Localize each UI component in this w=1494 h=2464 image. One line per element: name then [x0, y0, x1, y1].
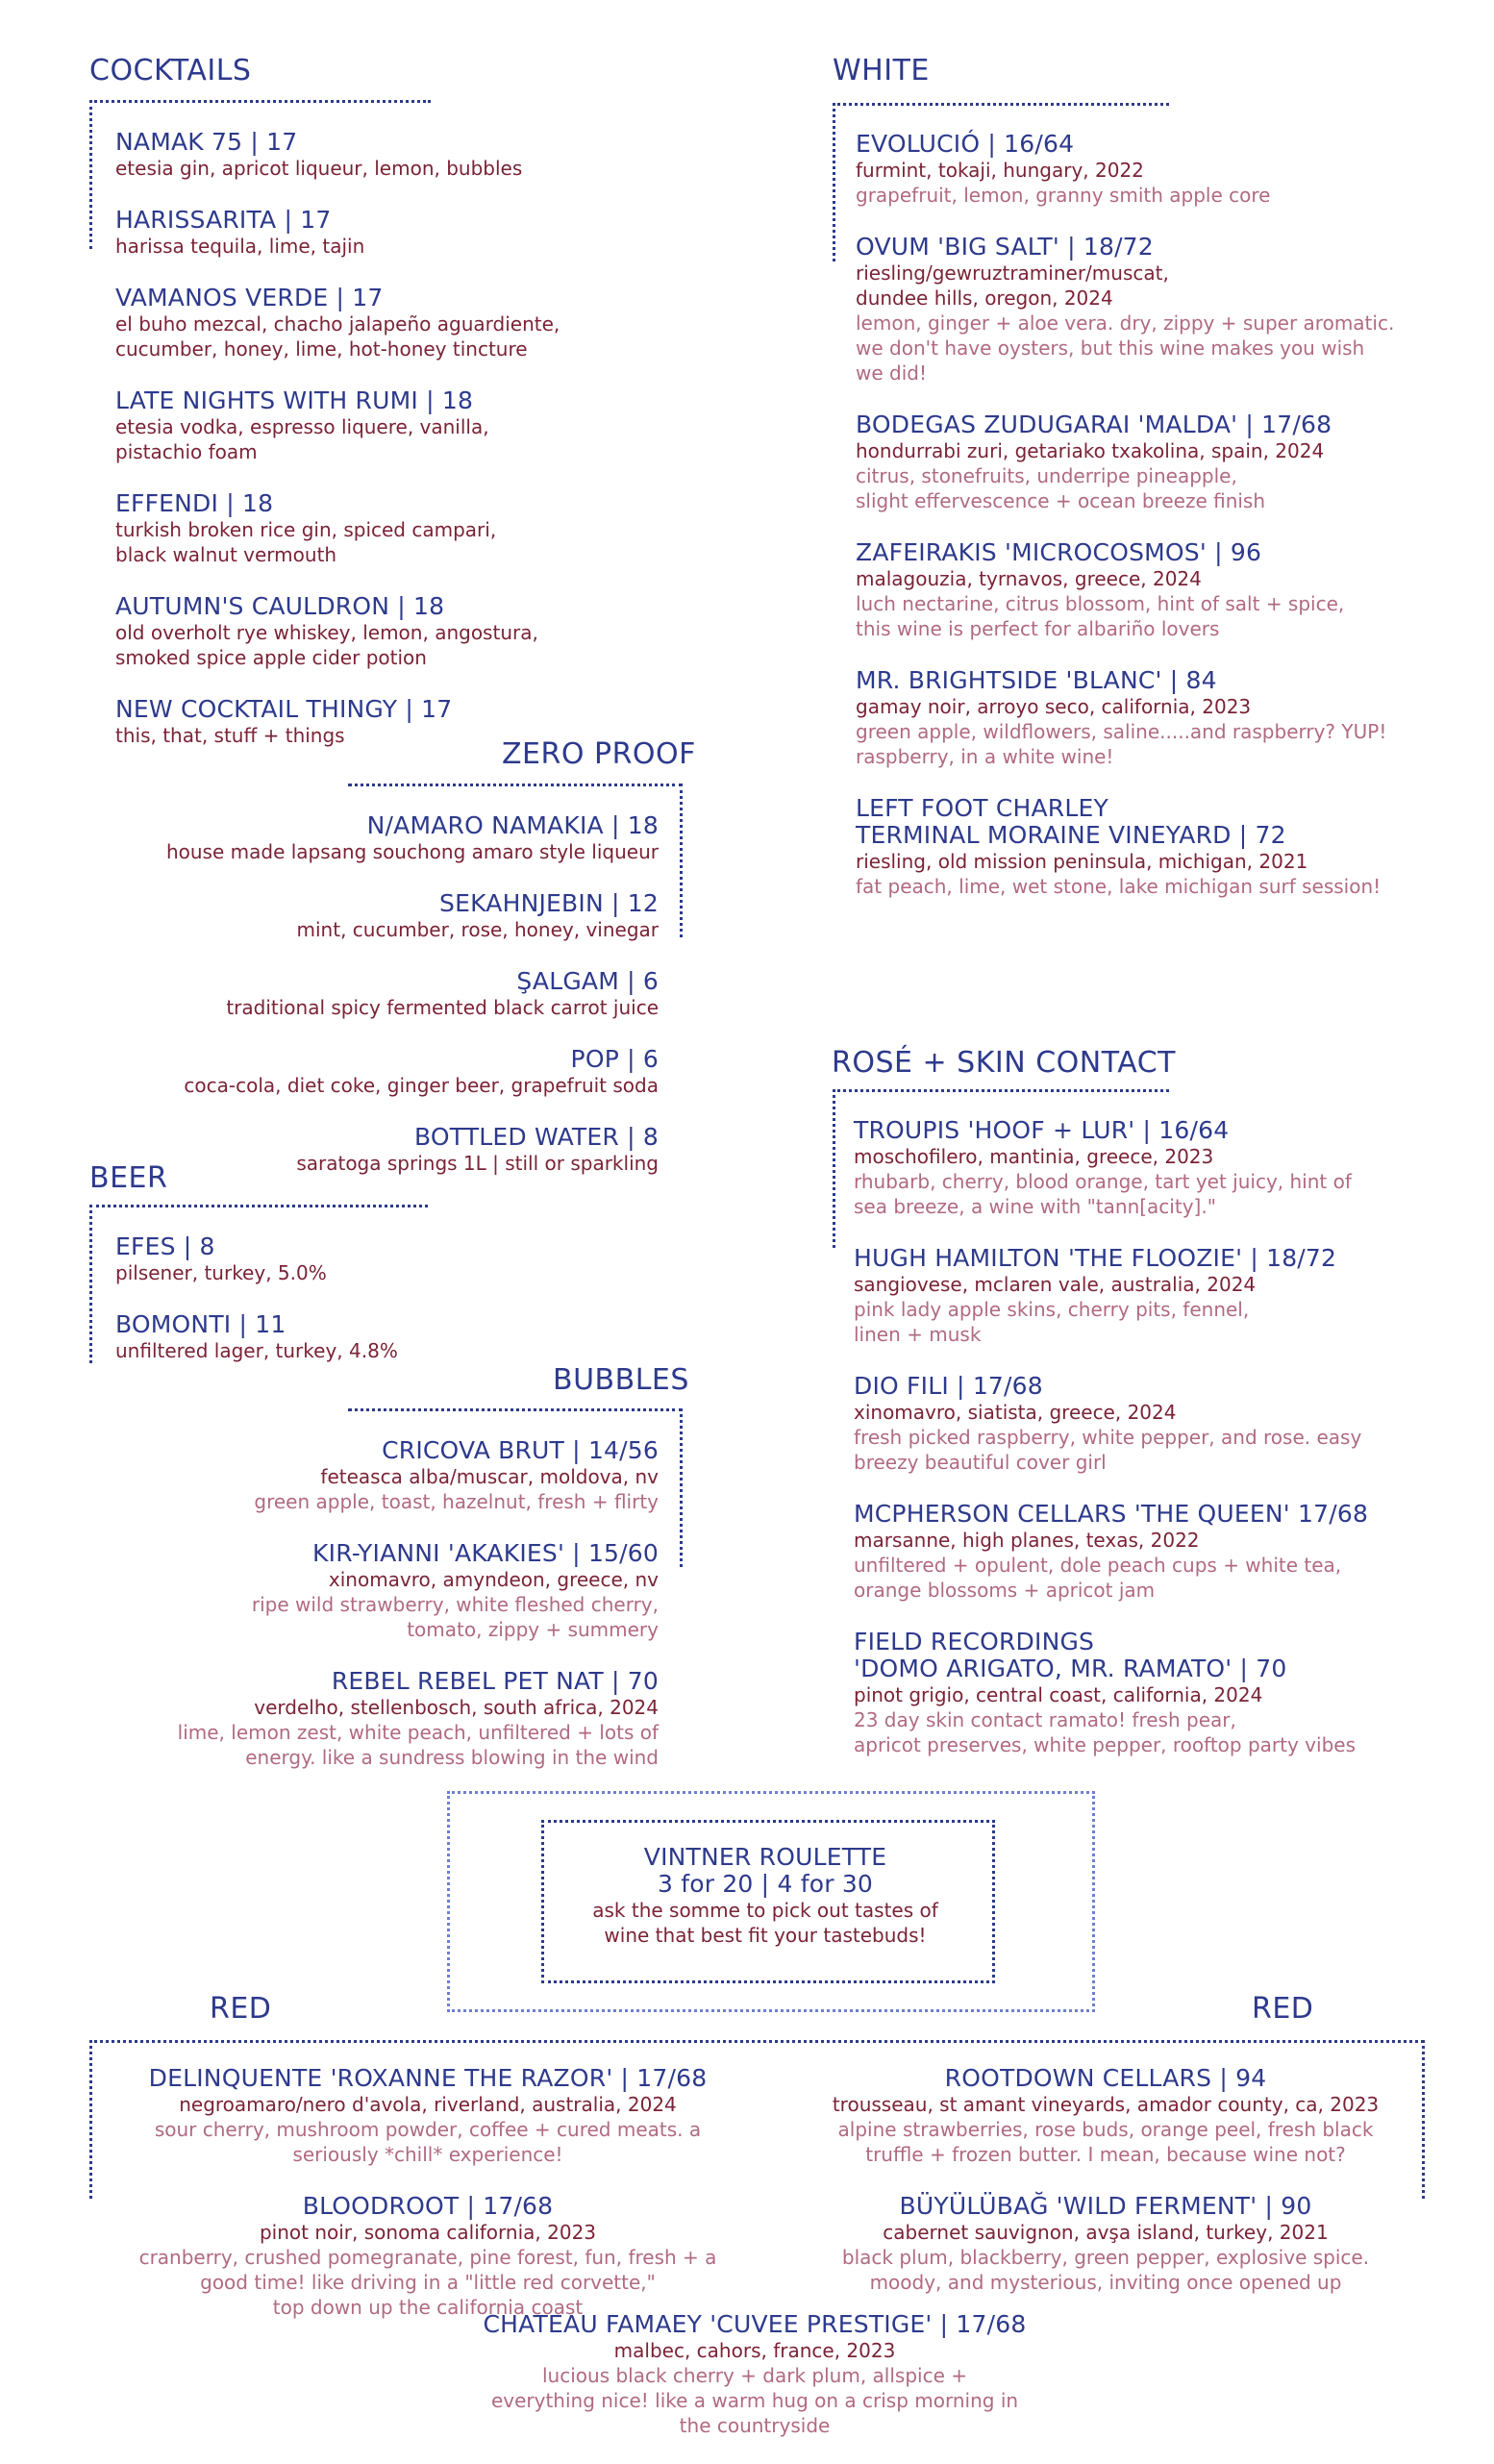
list-item	[115, 1233, 596, 1285]
red-right-rule	[1422, 2040, 1425, 2199]
bubbles-side-rule	[680, 1408, 683, 1567]
item-note: breezy beautiful cover girl	[854, 1451, 1107, 1474]
white-divider	[833, 103, 1169, 106]
item-name: NEW COCKTAIL THINGY | 17	[115, 695, 453, 723]
item-detail: smoked spice apple cider potion	[115, 646, 427, 669]
roulette-line: ask the somme to pick out tastes of	[592, 1899, 938, 1922]
list-item	[856, 539, 1471, 641]
beer-list	[115, 1233, 596, 1389]
item-detail: pinot noir, sonoma california, 2023	[259, 2221, 597, 2244]
item-name: REBEL REBEL PET NAT | 70	[331, 1667, 659, 1695]
list-item	[798, 2193, 1413, 2295]
item-note: unfiltered + opulent, dole peach cups + white tea,	[854, 1554, 1342, 1577]
item-name: CHATEAU FAMAEY 'CUVEE PRESTIGE' | 17/68	[483, 2310, 1027, 2338]
item-name: BLOODROOT | 17/68	[302, 2192, 554, 2220]
white-title: WHITE	[833, 54, 930, 87]
item-name: ZAFEIRAKIS 'MICROCOSMOS' | 96	[856, 538, 1262, 566]
item-note: sour cherry, mushroom powder, coffee + cured meats. a	[154, 2118, 702, 2141]
list-item	[856, 234, 1471, 386]
list-item	[856, 667, 1471, 769]
item-name: LEFT FOOT CHARLEY	[856, 794, 1108, 822]
item-name: FIELD RECORDINGS	[854, 1628, 1095, 1655]
red-title-left: RED	[210, 1992, 272, 2026]
item-note: energy. like a sundress blowing in the wind	[245, 1746, 659, 1769]
item-detail: marsanne, high planes, texas, 2022	[854, 1529, 1200, 1552]
list-item	[96, 812, 659, 864]
item-note: fat peach, lime, wet stone, lake michigan surf session!	[856, 875, 1382, 898]
item-detail: sangiovese, mclaren vale, australia, 2024	[854, 1273, 1257, 1296]
item-detail: xinomavro, siatista, greece, 2024	[854, 1401, 1177, 1424]
item-note: moody, and mysterious, inviting once opened up	[869, 2271, 1342, 2294]
item-name: OVUM 'BIG SALT' | 18/72	[856, 233, 1154, 261]
zero-proof-list	[96, 812, 659, 1202]
item-note: cranberry, crushed pomegranate, pine forest, fun, fresh + a	[138, 2246, 717, 2269]
item-detail: coca-cola, diet coke, ginger beer, grapefruit soda	[184, 1074, 659, 1097]
item-note: linen + musk	[854, 1323, 982, 1346]
item-note: good time! like driving in a "little red corvette,"	[200, 2271, 656, 2294]
list-item	[854, 1629, 1469, 1757]
item-name: DIO FILI | 17/68	[854, 1372, 1043, 1400]
beer-side-rule	[89, 1205, 92, 1363]
item-note: seriously *chill* experience!	[292, 2143, 563, 2166]
item-note: lemon, ginger + aloe vera. dry, zippy + super aromatic.	[856, 311, 1395, 335]
item-note: luch nectarine, citrus blossom, hint of salt + spice,	[856, 592, 1345, 615]
list-item	[856, 795, 1471, 899]
item-name: TERMINAL MORAINE VINEYARD | 72	[856, 821, 1286, 849]
item-detail: pinot grigio, central coast, california, 2024	[854, 1683, 1263, 1706]
item-name: HUGH HAMILTON 'THE FLOOZIE' | 18/72	[854, 1244, 1337, 1272]
item-name: POP | 6	[570, 1045, 659, 1073]
item-note: top down up the california coast	[272, 2296, 584, 2319]
zero-proof-side-rule	[680, 784, 683, 937]
item-detail: xinomavro, amyndeon, greece, nv	[328, 1568, 659, 1591]
beer-title: BEER	[89, 1161, 168, 1195]
list-item	[115, 593, 692, 670]
item-note: we don't have oysters, but this wine makes you wish	[856, 336, 1365, 360]
item-name: ŞALGAM | 6	[516, 967, 659, 995]
item-detail: riesling, old mission peninsula, michigan, 2021	[856, 850, 1308, 873]
bubbles-list	[96, 1437, 659, 1796]
item-name: EFES | 8	[115, 1232, 215, 1260]
cocktails-title: COCKTAILS	[89, 54, 252, 87]
item-note: lime, lemon zest, white peach, unfiltered + lots of	[177, 1721, 659, 1744]
list-item	[115, 696, 692, 748]
list-item	[798, 2065, 1413, 2167]
item-detail: el buho mezcal, chacho jalapeño aguardiente,	[115, 312, 560, 336]
list-item	[854, 1373, 1469, 1475]
item-detail: black walnut vermouth	[115, 543, 337, 566]
red-title-right: RED	[1252, 1992, 1314, 2026]
bubbles-divider	[348, 1408, 683, 1411]
item-name: BODEGAS ZUDUGARAI 'MALDA' | 17/68	[856, 411, 1332, 438]
item-note: orange blossoms + apricot jam	[854, 1579, 1156, 1602]
item-detail: mint, cucumber, rose, honey, vinegar	[296, 918, 659, 941]
item-note: this wine is perfect for albariño lovers	[856, 617, 1220, 640]
list-item	[854, 1245, 1469, 1347]
item-note: we did!	[856, 361, 927, 385]
item-name: 'DOMO ARIGATO, MR. RAMATO' | 70	[854, 1655, 1287, 1682]
item-detail: etesia gin, apricot liqueur, lemon, bubbles	[115, 157, 523, 180]
item-name: MR. BRIGHTSIDE 'BLANC' | 84	[856, 666, 1217, 694]
item-detail: harissa tequila, lime, tajin	[115, 235, 365, 258]
item-name: HARISSARITA | 17	[115, 206, 332, 234]
item-detail: etesia vodka, espresso liquere, vanilla,	[115, 415, 489, 438]
item-detail: furmint, tokaji, hungary, 2022	[856, 159, 1144, 182]
zero-proof-divider	[348, 784, 683, 786]
list-item	[96, 2193, 759, 2320]
item-detail: gamay noir, arroyo seco, california, 2023	[856, 695, 1252, 718]
white-side-rule	[833, 103, 835, 261]
item-detail: malbec, cahors, france, 2023	[613, 2339, 896, 2362]
list-item	[96, 1124, 659, 1176]
item-note: rhubarb, cherry, blood orange, tart yet juicy, hint of	[854, 1170, 1352, 1193]
list-item	[115, 1311, 596, 1363]
item-note: ripe wild strawberry, white fleshed cherry,	[251, 1593, 659, 1616]
list-item	[115, 129, 692, 181]
red-divider	[89, 2040, 1424, 2043]
item-detail: moschofilero, mantinia, greece, 2023	[854, 1145, 1214, 1168]
red-left-list	[96, 2065, 759, 2346]
list-item	[115, 387, 692, 464]
item-detail: house made lapsang souchong amaro style liqueur	[165, 840, 659, 863]
item-note: raspberry, in a white wine!	[856, 745, 1114, 768]
list-item	[854, 1501, 1469, 1603]
item-note: fresh picked raspberry, white pepper, and rose. easy	[854, 1426, 1362, 1449]
item-detail: feteasca alba/muscar, moldova, nv	[320, 1465, 659, 1488]
item-name: DELINQUENTE 'ROXANNE THE RAZOR' | 17/68	[148, 2064, 708, 2092]
item-detail: hondurrabi zuri, getariako txakolina, spain, 2024	[856, 439, 1325, 462]
zero-proof-title: ZERO PROOF	[502, 737, 696, 771]
item-detail: negroamaro/nero d'avola, riverland, australia, 2024	[179, 2093, 677, 2116]
item-name: NAMAK 75 | 17	[115, 128, 298, 156]
item-note: tomato, zippy + summery	[407, 1618, 659, 1641]
item-detail: unfiltered lager, turkey, 4.8%	[115, 1339, 398, 1362]
list-item	[854, 1117, 1469, 1219]
list-item	[856, 411, 1471, 513]
list-item	[96, 1540, 659, 1642]
item-note: grapefruit, lemon, granny smith apple core	[856, 184, 1271, 207]
item-detail: saratoga springs 1L | still or sparkling	[296, 1152, 659, 1175]
item-name: CRICOVA BRUT | 14/56	[382, 1436, 659, 1464]
item-name: LATE NIGHTS WITH RUMI | 18	[115, 386, 474, 414]
item-name: AUTUMN'S CAULDRON | 18	[115, 592, 445, 620]
item-detail: riesling/gewruztraminer/muscat,	[856, 261, 1169, 285]
item-note: black plum, blackberry, green pepper, explosive spice.	[841, 2246, 1370, 2269]
item-name: BOTTLED WATER | 8	[414, 1123, 659, 1151]
item-note: green apple, toast, hazelnut, fresh + flirty	[254, 1490, 659, 1513]
rose-title: ROSÉ + SKIN CONTACT	[832, 1046, 1176, 1080]
item-name: ROOTDOWN CELLARS | 94	[944, 2064, 1267, 2092]
item-note: 23 day skin contact ramato! fresh pear,	[854, 1708, 1236, 1731]
roulette-title: VINTNER ROULETTE	[643, 1843, 887, 1871]
item-note: truffle + frozen butter. I mean, because wine not?	[865, 2143, 1346, 2166]
item-name: BOMONTI | 11	[115, 1310, 286, 1338]
red-left-rule	[89, 2040, 92, 2199]
red-right-list	[798, 2065, 1413, 2321]
list-item	[96, 968, 659, 1020]
beer-divider	[89, 1205, 428, 1207]
item-note: slight effervescence + ocean breeze finish	[856, 489, 1266, 512]
item-detail: cucumber, honey, lime, hot-honey tincture	[115, 337, 528, 361]
item-note: pink lady apple skins, cherry pits, fennel,	[854, 1298, 1250, 1321]
item-note: lucious black cherry + dark plum, allspice +	[542, 2364, 967, 2387]
roulette-panel	[541, 1844, 989, 1948]
item-name: VAMANOS VERDE | 17	[115, 284, 384, 311]
item-note: everything nice! like a warm hug on a crisp morning in	[490, 2389, 1019, 2412]
item-name: BÜYÜLÜBAĞ 'WILD FERMENT' | 90	[899, 2192, 1312, 2220]
list-item	[115, 285, 692, 361]
list-item	[856, 131, 1471, 208]
rose-side-rule	[833, 1089, 835, 1248]
item-detail: turkish broken rice gin, spiced campari,	[115, 518, 497, 541]
item-name: TROUPIS 'HOOF + LUR' | 16/64	[854, 1116, 1230, 1144]
bubbles-title: BUBBLES	[553, 1363, 689, 1397]
rose-divider	[833, 1089, 1169, 1092]
list-item	[96, 2065, 759, 2167]
white-list	[856, 131, 1471, 925]
cocktails-list	[115, 129, 692, 774]
cocktails-divider	[89, 100, 431, 103]
item-note: apricot preserves, white pepper, rooftop party vibes	[854, 1733, 1356, 1756]
roulette-price: 3 for 20 | 4 for 30	[657, 1870, 874, 1898]
list-item	[115, 490, 692, 567]
list-item	[96, 1437, 659, 1514]
item-detail: traditional spicy fermented black carrot juice	[226, 996, 659, 1019]
list-item	[96, 890, 659, 942]
item-name: N/AMARO NAMAKIA | 18	[366, 811, 659, 839]
cocktails-side-rule	[89, 100, 92, 249]
rose-list	[854, 1117, 1469, 1783]
item-detail: dundee hills, oregon, 2024	[856, 286, 1113, 310]
item-detail: old overholt rye whiskey, lemon, angostura,	[115, 621, 538, 644]
list-item	[115, 207, 692, 259]
item-detail: this, that, stuff + things	[115, 724, 345, 747]
item-note: the countryside	[679, 2414, 831, 2437]
item-detail: cabernet sauvignon, avşa island, turkey, 2021	[883, 2221, 1329, 2244]
list-item	[96, 1046, 659, 1098]
item-note: alpine strawberries, rose buds, orange peel, fresh black	[837, 2118, 1374, 2141]
item-note: citrus, stonefruits, underripe pineapple,	[856, 464, 1237, 487]
item-detail: malagouzia, tyrnavos, greece, 2024	[856, 567, 1202, 590]
roulette-line: wine that best fit your tastebuds!	[604, 1924, 927, 1947]
item-note: sea breeze, a wine with "tann[acity]."	[854, 1195, 1216, 1218]
item-name: EFFENDI | 18	[115, 489, 274, 517]
item-detail: pistachio foam	[115, 440, 258, 463]
item-name: MCPHERSON CELLARS 'THE QUEEN' 17/68	[854, 1500, 1369, 1528]
item-detail: verdelho, stellenbosch, south africa, 2024	[254, 1696, 659, 1719]
item-note: green apple, wildflowers, saline.....and raspberry? YUP!	[856, 720, 1387, 743]
item-name: EVOLUCIÓ | 16/64	[856, 130, 1075, 158]
red-bottom-item	[375, 2311, 1134, 2464]
list-item	[375, 2311, 1134, 2438]
item-detail: pilsener, turkey, 5.0%	[115, 1261, 327, 1284]
item-name: SEKAHNJEBIN | 12	[439, 889, 659, 917]
list-item	[96, 1668, 659, 1770]
item-name: KIR-YIANNI 'AKAKIES' | 15/60	[312, 1539, 659, 1567]
item-detail: trousseau, st amant vineyards, amador county, ca, 2023	[832, 2093, 1380, 2116]
